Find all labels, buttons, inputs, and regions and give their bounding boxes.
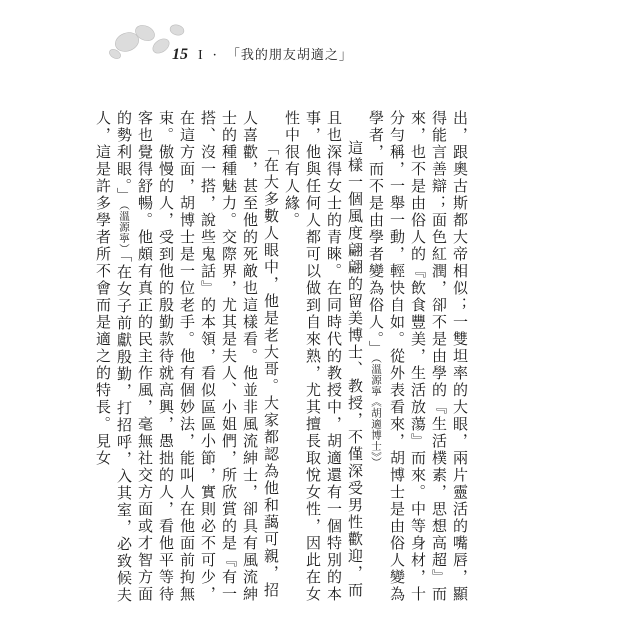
body-text	[94, 110, 470, 615]
text-segment: 「在女子前獻殷勤，打招呼，入其室，必致候夫人，這是許多學者所不會而是適之的特長。見女	[94, 110, 133, 604]
text-segment: 「在大多數人眼中，他是老大哥。大家都認為他和藹可親，招人喜歡，甚至他的死敵也這樣看。他並非風流紳士，卻具有風流紳士的種種魅力。交際界，尤其是夫人、小姐們，所欣賞的是『有一搭、沒一搭，說些鬼話』的本領，看似區區小節，實則必不可少，在這方面，胡博士是一位老手。他有個妙法，能叫人在他面前拘無束。傲慢的人，受到他的殷勤款待就高興，愚拙的人，看他平等待客也覺得舒暢。他頗有真正的民主作風，毫無社交方面或才智方面的勢利眼。」	[115, 110, 280, 603]
header-separator: ·	[212, 48, 217, 63]
citation: （溫源寧）	[118, 204, 130, 255]
paragraph	[365, 110, 470, 615]
citation: （溫源寧《胡適博士》）	[370, 357, 382, 468]
chapter-number: I	[198, 48, 203, 63]
text-segment: 這樣一個風度翩翩的留美博士、教授，不僅深受男性歡迎，而且也深得女士的青睞。在同時代的教授中，胡適還有一個特別的本事，他與任何人都可以做到自來熟，尤其擅長取悅女性，因此在女性中很有人緣。	[283, 110, 364, 603]
page-number: 15	[172, 46, 188, 63]
text-segment: 出，跟奧古斯都大帝相似；一雙坦率的大眼，兩片靈活的嘴唇，顯得能言善辯；面色紅潤，卻不是由學的『生活樸素，思想高超』而來，也不是由俗人的『飲食豐美，生活放蕩』而來。中等身材，十分勻稱，一舉一動，輕快自如。從外表看來，胡博士是由俗人變為學者，而不是由學者變為俗人。」	[367, 110, 469, 603]
paragraph	[92, 110, 281, 615]
chapter-title: 「我的朋友胡適之」	[226, 48, 353, 63]
running-header	[172, 44, 353, 64]
paragraph	[281, 110, 365, 615]
